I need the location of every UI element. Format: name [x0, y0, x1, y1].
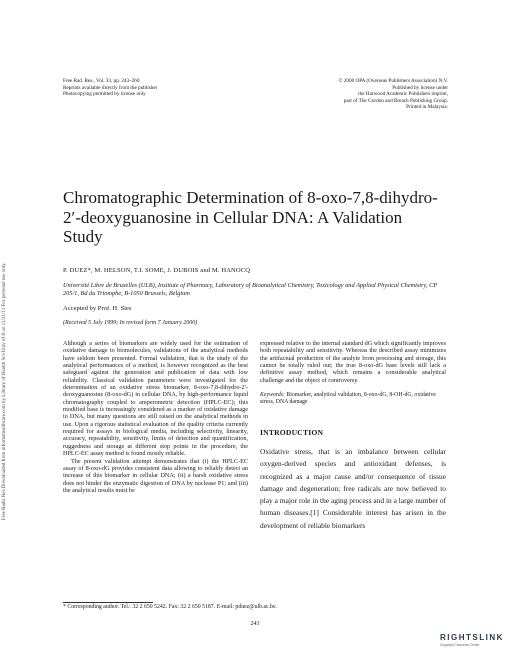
keywords-list: Biomarker, analytical validation, 8-oxo-dG, 8-OH-dG, oxidative stress, DNA damage: [260, 392, 436, 405]
accepted-by: Accepted by Prof. H. Sies: [63, 305, 132, 312]
rightslink-logo[interactable]: [440, 633, 510, 655]
imprint-line: the Harwood Academic Publishers imprint,: [358, 91, 448, 97]
intro-paragraph: Oxidative stress, that is an imbalance between cellular oxygen-derived species and antioxidant defenses, is recognized as a major cause and/or consequence of tissue damage and degeneration; free radicals are now believed to play a major role in the aging process and in a large number of human diseases.[1] Considerable interest has arisen in the development of reliable biomarkers: [260, 447, 446, 530]
abstract-left-column: [63, 340, 248, 494]
author-list: P. DUEZ*, M. HELSON, T.I. SOME, J. DUBOIS and M. HANOCQ: [63, 267, 251, 274]
page-number: 243: [250, 621, 260, 627]
footnote: * Corresponding author. Tel.: 32 2 650 5242. Fax: 32 2 650 5187. E-mail: pduez@ulb.ac.be.: [63, 604, 277, 610]
abstract-right-column: [260, 340, 446, 384]
journal-header: [63, 78, 157, 98]
printed-line: Printed in Malaysia.: [406, 104, 448, 110]
keywords: [260, 392, 446, 406]
abstract-paragraph: Although a series of biomarkers are widely used for the estimation of oxidative damage to biomolecules, validations of the analytical methods have seldom been presented. Formal validation, that is the study of the analytical performances of a method, is however recognized as the best safeguard against the generation and publication of data with low reliability. Classical validation parameters were investigated for the determination of an oxidative stress biomarker, 8-oxo-7,8-dihydro-2′-deoxyguanosine (8-oxo-dG) in cellular DNA, by high-performance liquid chromatography coupled to amperometric detection (HPLC-EC); this modified base is increasingly considered as a marker of oxidative damage to DNA, but many questions are still raised on the analytical methods in use. Upon a rigorous statistical evaluation of the quality criteria currently required for assays in biological media, including selectivity, linearity, accuracy, repeatability, sensitivity, limits of detection and quantification, ruggedness and storage at different stop points in the procedure, the HPLC-EC assay method is found mostly reliable.: [63, 340, 248, 458]
photocopy-note: Photocopying permitted by license only: [63, 91, 146, 97]
received-dates: (Received 5 July 1999; In revised form 7 January 2000): [63, 320, 198, 326]
abstract-paragraph: expressed relative to the internal standard dG which significantly improves both repeatability and sensitivity. Whereas the described assay minimizes the artifactual production of the analyte from processing and storage, this cannot be totally ruled out; the true 8-oxo-dG base levels still lack a definitive assay method, which remains a considerable analytical challenge and the object of controversy.: [260, 340, 446, 384]
download-notice-text: Free Radic Res Downloaded from informahealthcare.com by Library of Health Sci-Univ of Il on 11/21/11 For personal use only.: [2, 262, 7, 520]
abstract-paragraph: The present validation attempt demonstrates that (i) the HPLC-EC assay of 8-oxo-dG provides consistent data allowing to reliably detect an increase of this biomarker in cellular DNA; (ii) a harsh oxidative stress does not hinder the enzymatic digestion of DNA by nuclease P1; and (iii) the analytical results must be: [63, 457, 248, 494]
reprint-note: Reprints available directly from the publisher: [63, 84, 158, 91]
group-line: part of The Gordon and Breach Publishing Group.: [343, 97, 448, 104]
rightslink-wordmark: RIGHTSLINK: [440, 633, 504, 642]
copyright-line: © 2000 OPA (Overseas Publishers Association) N.V.: [338, 78, 448, 84]
footnote-divider: [63, 602, 153, 603]
keywords-label: Keywords:: [260, 392, 285, 398]
download-notice: [2, 190, 14, 520]
section-heading: INTRODUCTION: [260, 428, 324, 437]
publisher-header: [339, 78, 448, 111]
rightslink-tagline: Copyright Clearance Center: [440, 643, 480, 647]
affiliation: Université Libre de Bruxelles (ULB), Institute of Pharmacy, Laboratory of Bioanalytical Chemistry, Toxicology and Applied Physical Chemistry, CP 205/1, Bd du Triomphe, B-1050 Brussels, Belgium: [63, 282, 438, 297]
license-line: Published by license under: [392, 84, 448, 91]
journal-citation: Free Rad. Res., Vol. 33, pp. 243–260: [63, 78, 140, 84]
paper-title: Chromatographic Determination of 8-oxo-7,8-dihydro-2′-deoxyguanosine in Cellular DNA: A Validation Study: [63, 188, 438, 246]
